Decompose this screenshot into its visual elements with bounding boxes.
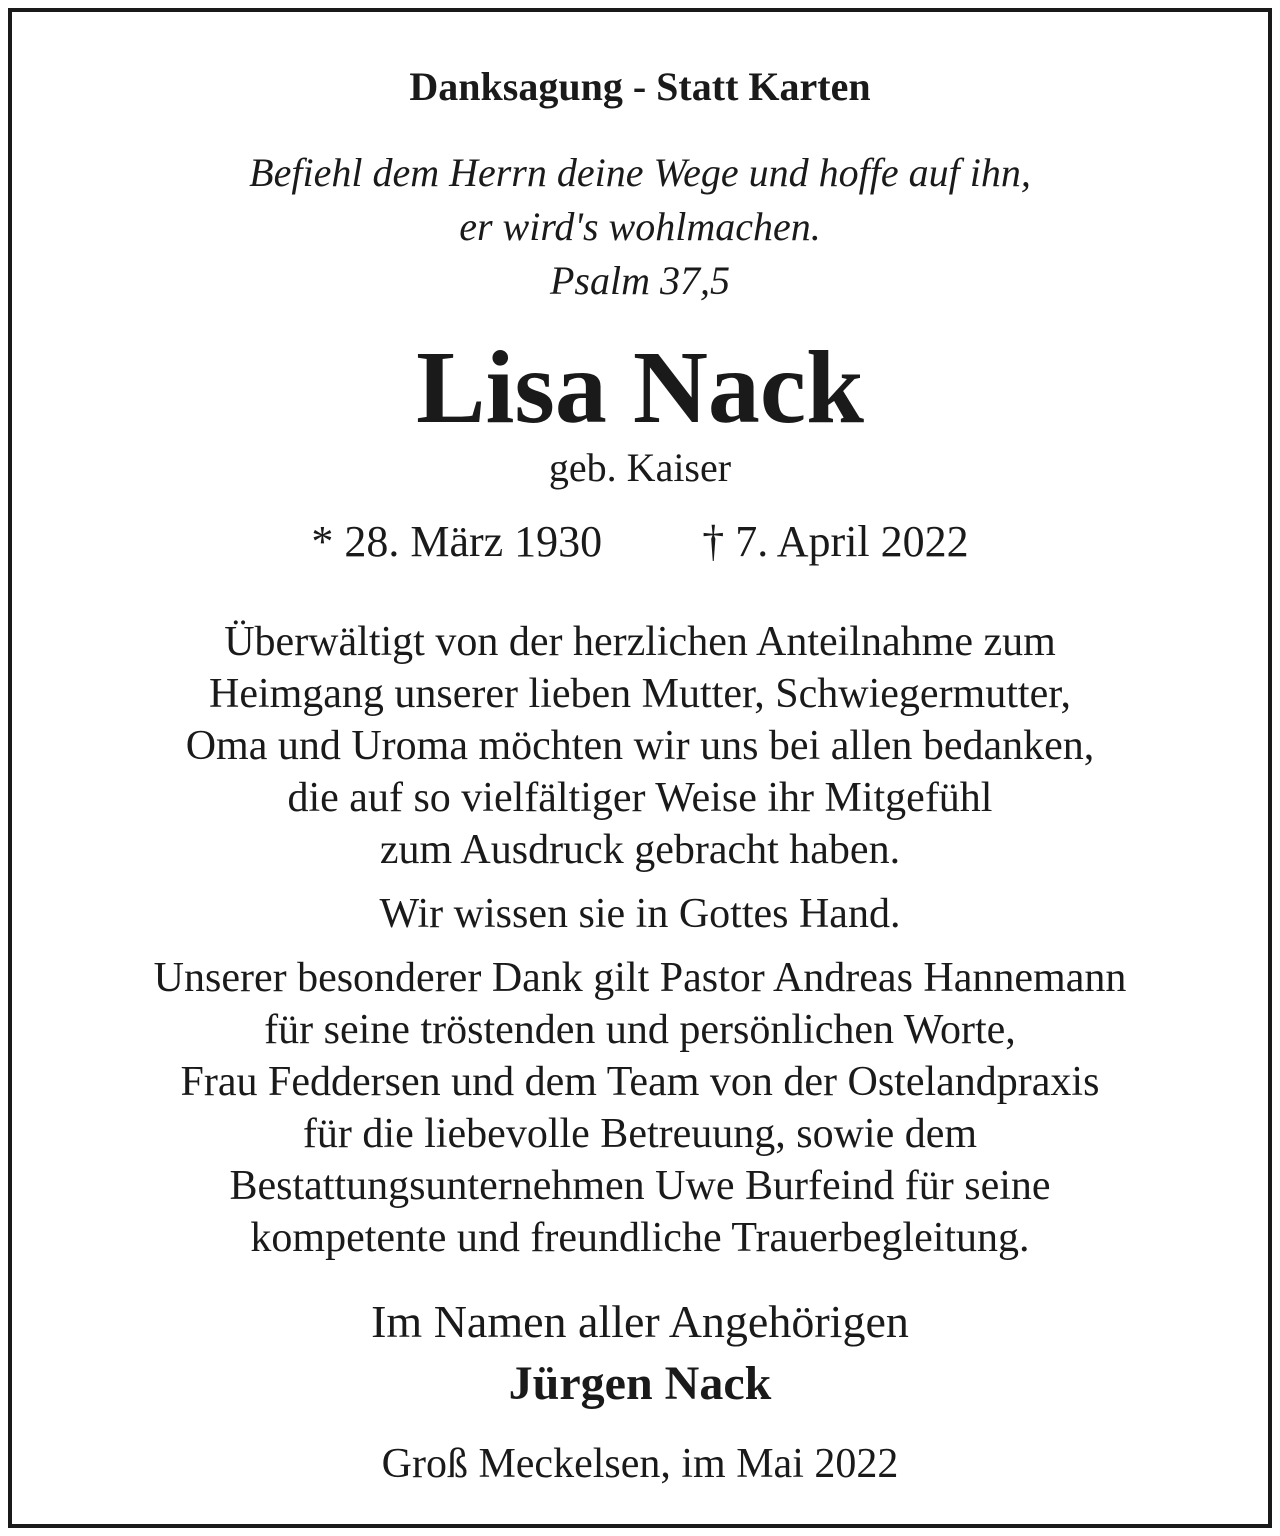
- paragraph-line: Bestattungsunternehmen Uwe Burfeind für seine: [229, 1163, 1051, 1209]
- life-dates: [12, 516, 1268, 568]
- death-date: † 7. April 2022: [702, 517, 969, 566]
- paragraph-line: Überwältigt von der herzlichen Anteilnahme zum: [224, 619, 1056, 665]
- birth-date: * 28. März 1930: [311, 517, 603, 566]
- paragraph-line: Heimgang unserer lieben Mutter, Schwiegermutter,: [208, 671, 1072, 717]
- paragraph-line: für die liebevolle Betreuung, sowie dem: [302, 1111, 978, 1157]
- notice-header: Danksagung - Statt Karten: [409, 64, 871, 109]
- deceased-name: Lisa Nack: [416, 330, 864, 445]
- paragraph-line: für seine tröstenden und persönlichen Worte,: [264, 1007, 1016, 1053]
- paragraph-line: die auf so vielfältiger Weise ihr Mitgefühl: [287, 775, 993, 821]
- faith-statement: Wir wissen sie in Gottes Hand.: [379, 891, 901, 937]
- paragraph-line: zum Ausdruck gebracht haben.: [379, 827, 901, 873]
- obituary-notice: [8, 8, 1272, 1528]
- paragraph-line: Frau Feddersen und dem Team von der Ostelandpraxis: [180, 1059, 1100, 1105]
- paragraph-line: Oma und Uroma möchten wir uns bei allen bedanken,: [185, 723, 1095, 769]
- thanks-paragraph-1: [12, 616, 1268, 876]
- paragraph-line: kompetente und freundliche Trauerbegleitung.: [250, 1215, 1030, 1261]
- place-date: Groß Meckelsen, im Mai 2022: [381, 1441, 899, 1487]
- verse-line-1: Befiehl dem Herrn deine Wege und hoffe auf ihn,: [249, 150, 1031, 195]
- paragraph-line: Unserer besonderer Dank gilt Pastor Andreas Hannemann: [153, 955, 1127, 1001]
- verse-reference: Psalm 37,5: [550, 258, 730, 303]
- verse-line-2: er wird's wohlmachen.: [459, 204, 821, 249]
- closing-line: Im Namen aller Angehörigen: [371, 1296, 909, 1347]
- signer-name: Jürgen Nack: [508, 1357, 772, 1410]
- thanks-paragraph-2: [12, 952, 1268, 1264]
- maiden-name: geb. Kaiser: [548, 445, 732, 490]
